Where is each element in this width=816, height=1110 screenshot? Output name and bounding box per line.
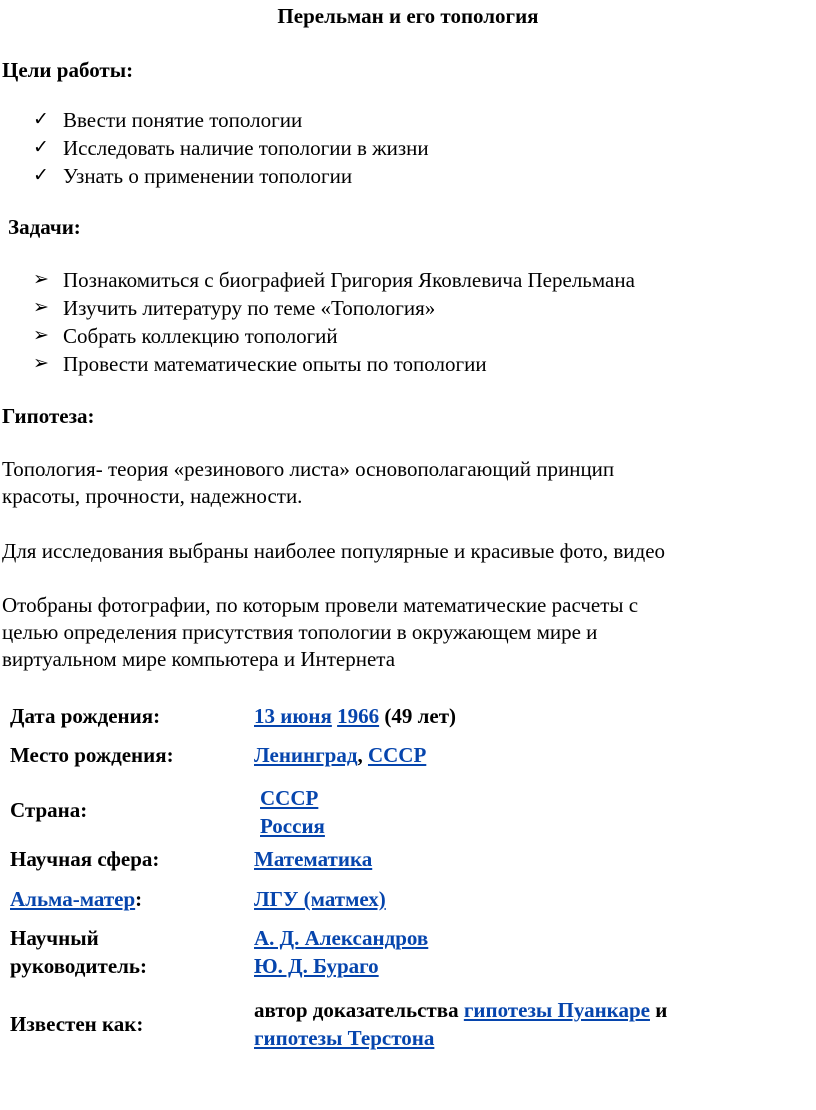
- field-link[interactable]: Математика: [254, 847, 373, 871]
- birth-date-value: 13 июня 1966 (49 лет): [254, 704, 457, 728]
- check-mark-icon: ✓: [33, 109, 49, 130]
- selection-text: Отобраны фотографии, по которым провели математические расчеты с целью определения присутствия топологии в окружающем мире и виртуальном мире компьютера и Интернета: [2, 593, 639, 671]
- birth-country-link[interactable]: СССР: [367, 743, 427, 767]
- university-link[interactable]: ЛГУ (матмех): [254, 887, 386, 911]
- hypothesis-heading: Гипотеза:: [2, 404, 95, 428]
- field-label: Научная сфера:: [10, 847, 160, 871]
- list-item: ✓ Узнать о применении топологии: [33, 164, 353, 188]
- hypothesis-text: Топология- теория «резинового листа» основополагающий принцип красоты, прочности, надежности.: [2, 457, 615, 508]
- advisor-value: [254, 924, 428, 980]
- advisor-link-alexandrov[interactable]: А. Д. Александров: [254, 926, 429, 950]
- arrow-right-icon: ➢: [33, 325, 49, 346]
- tasks-list: [33, 266, 635, 378]
- birth-day-link[interactable]: 13 июня: [254, 704, 332, 728]
- arrow-right-icon: ➢: [33, 353, 49, 374]
- check-mark-icon: ✓: [33, 165, 49, 186]
- list-item: ➢ Собрать коллекцию топологий: [33, 324, 338, 348]
- goals-heading: Цели работы:: [2, 58, 134, 82]
- birth-place-value: Ленинград, СССР: [254, 743, 427, 767]
- arrow-right-icon: ➢: [33, 297, 49, 318]
- alma-mater-value: [254, 887, 386, 912]
- page-title: Перельман и его топология: [277, 4, 539, 28]
- advisor-link-burago[interactable]: Ю. Д. Бураго: [254, 954, 379, 978]
- arrow-right-icon: ➢: [33, 269, 49, 290]
- birth-place-label: Место рождения:: [10, 743, 174, 767]
- known-for-value: автор доказательства гипотезы Пуанкаре и гипотезы Терстона: [254, 998, 668, 1050]
- poincare-conjecture-link[interactable]: гипотезы Пуанкаре: [463, 998, 650, 1022]
- country-value: [260, 784, 325, 840]
- alma-mater-link[interactable]: Альма-матер: [10, 887, 136, 911]
- list-item: ✓ Исследовать наличие топологии в жизни: [33, 136, 429, 160]
- country-link-russia[interactable]: Россия: [260, 814, 325, 838]
- table-row: [10, 784, 790, 840]
- research-text: Для исследования выбраны наиболее популярные и красивые фото, видео: [2, 539, 666, 563]
- birth-city-link[interactable]: Ленинград: [254, 743, 358, 767]
- goals-list: [33, 106, 429, 190]
- known-for-label: Известен как:: [10, 1012, 144, 1036]
- field-value: [254, 847, 372, 872]
- birth-date-label: Дата рождения:: [10, 704, 161, 728]
- advisor-label: Научный руководитель:: [10, 926, 148, 978]
- check-mark-icon: ✓: [33, 137, 49, 158]
- list-item: ➢ Провести математические опыты по топологии: [33, 352, 487, 376]
- list-item: ➢ Познакомиться с биографией Григория Яковлевича Перельмана: [33, 268, 635, 292]
- alma-mater-label: Альма-матер:: [10, 887, 143, 911]
- tasks-heading: Задачи:: [8, 215, 81, 239]
- list-item: ✓ Ввести понятие топологии: [33, 108, 303, 132]
- country-link-ussr[interactable]: СССР: [260, 786, 319, 810]
- thurston-conjecture-link[interactable]: гипотезы Терстона: [254, 1026, 435, 1050]
- list-item: ➢ Изучить литературу по теме «Топология»: [33, 296, 436, 320]
- birth-year-link[interactable]: 1966: [337, 704, 380, 728]
- country-label: Страна:: [10, 798, 88, 822]
